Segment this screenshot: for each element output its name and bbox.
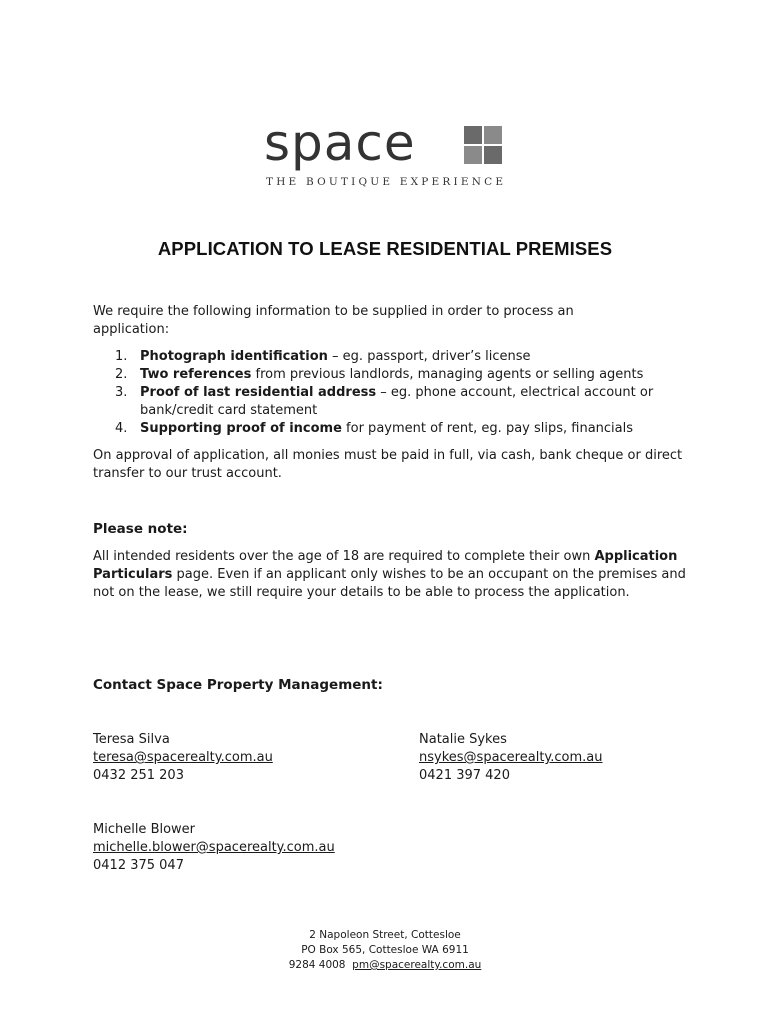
contact-card xyxy=(93,731,393,785)
list-item xyxy=(115,384,685,420)
intro-paragraph: We require the following information to be supplied in order to process an application: xyxy=(93,304,574,337)
list-item xyxy=(115,348,685,366)
logo-wordmark: space xyxy=(264,114,416,172)
list-number: 4. xyxy=(115,421,128,436)
list-number: 3. xyxy=(115,385,128,400)
footer-contact-line xyxy=(0,958,770,973)
requirement-text: for payment of rent, eg. pay slips, financials xyxy=(341,421,634,436)
note-text-before: All intended residents over the age of 18 are required to complete their own xyxy=(93,549,595,564)
list-number: 1. xyxy=(115,349,128,364)
contact-email-link[interactable]: nsykes@spacerealty.com.au xyxy=(419,750,603,765)
requirement-text: from previous landlords, managing agents or selling agents xyxy=(251,367,644,382)
contact-name: Natalie Sykes xyxy=(419,732,507,747)
contact-phone: 0432 251 203 xyxy=(93,768,184,783)
document-title: APPLICATION TO LEASE RESIDENTIAL PREMISES xyxy=(157,238,613,259)
footer-po-box: PO Box 565, Cottesloe WA 6911 xyxy=(301,944,469,956)
requirement-bold: Photograph identification xyxy=(140,349,328,364)
contact-heading: Contact Space Property Management: xyxy=(93,677,383,693)
contact-name: Teresa Silva xyxy=(93,732,170,747)
note-text-after: page. Even if an applicant only wishes to be an occupant on the premises and not on the lease, we still require your details to be able to process the application. xyxy=(93,567,686,600)
list-number: 2. xyxy=(115,367,128,382)
contact-email-link[interactable]: michelle.blower@spacerealty.com.au xyxy=(93,840,335,855)
logo-tagline: THE BOUTIQUE EXPERIENCE xyxy=(266,176,507,188)
note-heading: Please note: xyxy=(93,521,188,537)
contact-phone: 0412 375 047 xyxy=(93,858,184,873)
requirement-bold: Supporting proof of income xyxy=(140,421,342,436)
contact-email-link[interactable]: teresa@spacerealty.com.au xyxy=(93,750,273,765)
footer-address xyxy=(0,928,770,973)
note-bold: Application Particulars xyxy=(93,549,678,582)
requirement-bold: Two references xyxy=(140,367,252,382)
contact-phone: 0421 397 420 xyxy=(419,768,510,783)
requirements-list xyxy=(115,348,685,438)
space-logo xyxy=(264,114,524,198)
footer-phone: 9284 4008 xyxy=(288,959,346,971)
contact-card xyxy=(419,731,719,785)
list-item xyxy=(115,420,685,438)
requirement-text: – eg. phone account, electrical account or bank/credit card statement xyxy=(140,385,654,418)
requirement-text: – eg. passport, driver’s license xyxy=(327,349,531,364)
contact-card xyxy=(93,821,393,875)
logo-squares-icon xyxy=(464,126,504,166)
note-paragraph xyxy=(93,548,693,602)
footer-street: 2 Napoleon Street, Cottesloe xyxy=(309,929,461,941)
requirement-bold: Proof of last residential address xyxy=(140,385,377,400)
footer-email-link[interactable]: pm@spacerealty.com.au xyxy=(352,959,482,971)
approval-paragraph: On approval of application, all monies must be paid in full, via cash, bank cheque or direct transfer to our trust account. xyxy=(93,448,683,481)
contact-name: Michelle Blower xyxy=(93,822,196,837)
list-item xyxy=(115,366,685,384)
